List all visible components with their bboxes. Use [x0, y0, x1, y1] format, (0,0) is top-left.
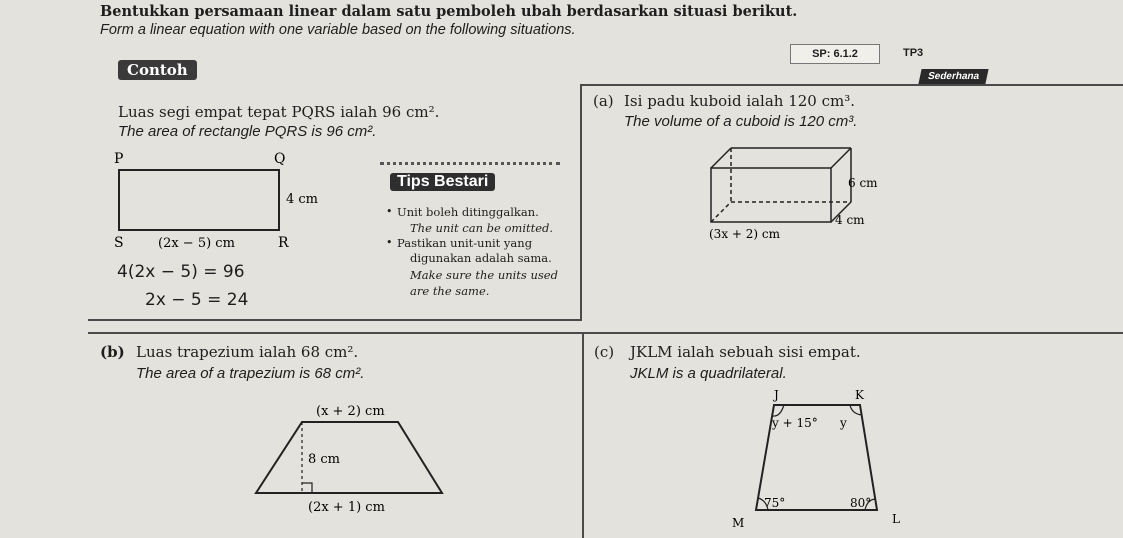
example-equation-2: 2x − 5 = 24	[145, 290, 249, 310]
tips-title: Tips Bestari	[390, 173, 495, 191]
question-b-label: (b)	[100, 343, 125, 361]
side-label: 4 cm	[286, 192, 319, 207]
cuboid-depth-label: 4 cm	[835, 213, 865, 227]
vertex-p: P	[114, 151, 124, 167]
tip-bullet-1: •	[386, 205, 393, 218]
vertex-q: Q	[274, 151, 286, 167]
trapezium-bottom-label: (2x + 1) cm	[308, 500, 385, 515]
tip-1-bm: Unit boleh ditinggalkan.	[397, 205, 539, 219]
question-a-text-bm: Isi padu kuboid ialah 120 cm³.	[624, 92, 856, 110]
top-divider	[580, 84, 1123, 86]
cuboid-length-label: (3x + 2) cm	[709, 227, 780, 241]
example-badge: Contoh	[118, 60, 197, 80]
tip-2-bm-line2: digunakan adalah sama.	[410, 251, 552, 265]
angle-m-label: 75°	[764, 496, 786, 510]
trapezium-height-label: 8 cm	[308, 452, 341, 467]
question-b-text-bm: Luas trapezium ialah 68 cm².	[136, 343, 359, 361]
tip-2-en-line1: Make sure the units used	[410, 268, 558, 282]
vertex-m: M	[732, 516, 745, 530]
question-c-label: (c)	[594, 343, 615, 361]
sp-code-badge: SP: 6.1.2	[790, 44, 880, 64]
tip-1-en: The unit can be omitted.	[410, 221, 554, 235]
cuboid-diagram	[705, 138, 905, 248]
trapezium-diagram	[250, 398, 450, 520]
trapezium-top-label: (x + 2) cm	[316, 404, 385, 419]
angle-k-label: y	[840, 416, 847, 430]
instruction-bm: Bentukkan persamaan linear dalam satu pemboleh ubah berdasarkan situasi berikut.	[100, 3, 798, 20]
angle-j-label: y + 15°	[772, 416, 818, 430]
tip-bullet-2: •	[386, 236, 393, 249]
question-c-text-en: JKLM is a quadrilateral.	[630, 365, 787, 382]
middle-divider	[88, 332, 1123, 334]
example-text-en: The area of rectangle PQRS is 96 cm².	[118, 123, 377, 140]
angle-l-label: 80°	[850, 496, 872, 510]
example-equation-1: 4(2x − 5) = 96	[117, 262, 245, 282]
tip-2-en-line2: are the same.	[410, 284, 490, 298]
vertex-k: K	[855, 388, 864, 402]
question-b-text-en: The area of a trapezium is 68 cm².	[136, 365, 365, 382]
rectangle-shape	[119, 170, 279, 230]
level-badge: Sederhana	[918, 69, 988, 84]
tip-2-bm-line1: Pastikan unit-unit yang	[397, 236, 533, 250]
base-label: (2x − 5) cm	[158, 236, 235, 251]
vertex-l: L	[892, 512, 900, 526]
question-c-text-bm: JKLM ialah sebuah sisi empat.	[630, 343, 861, 361]
tp-code-badge: TP3	[903, 47, 924, 59]
vertex-s: S	[114, 235, 124, 251]
vertex-j: J	[774, 388, 779, 402]
quadrilateral-jklm-diagram	[722, 385, 912, 535]
question-a-text-en: The volume of a cuboid is 120 cm³.	[624, 113, 858, 130]
vertical-divider	[582, 332, 584, 538]
question-a-label: (a)	[593, 92, 614, 110]
instruction-en: Form a linear equation with one variable based on the following situations.	[100, 22, 576, 38]
vertex-r: R	[278, 235, 289, 251]
rectangle-pqrs-diagram	[100, 145, 320, 255]
cuboid-height-label: 6 cm	[848, 176, 878, 190]
example-text-bm: Luas segi empat tepat PQRS ialah 96 cm².	[118, 103, 440, 121]
